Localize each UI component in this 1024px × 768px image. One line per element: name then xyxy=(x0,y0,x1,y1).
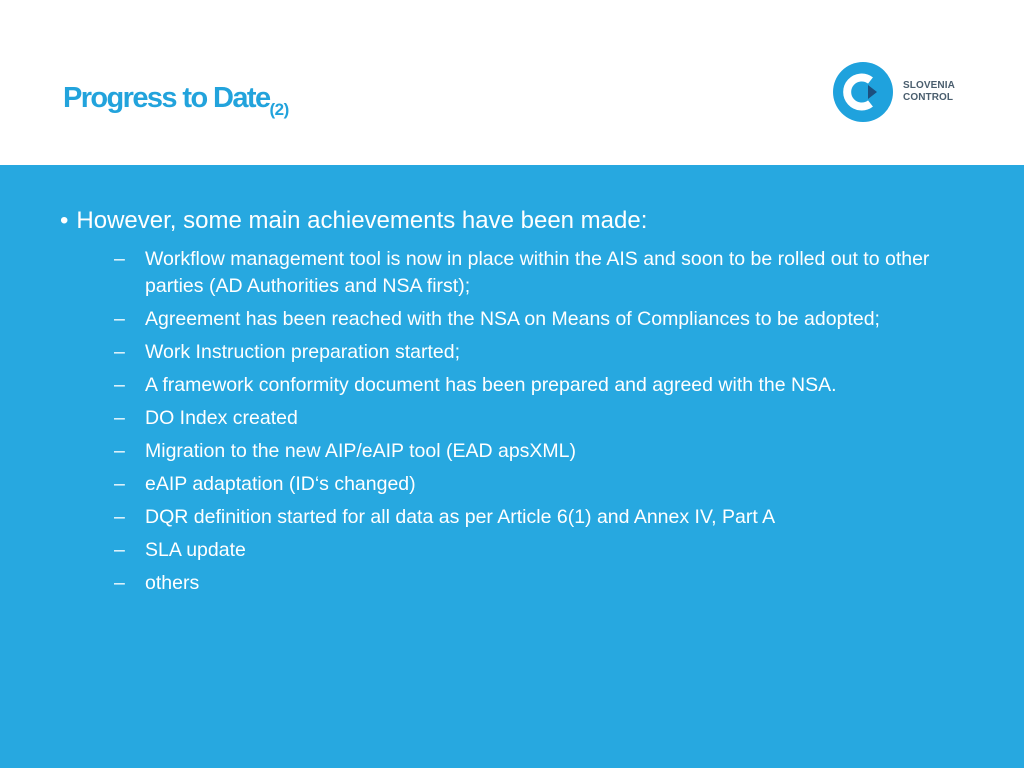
list-item-text: DQR definition started for all data as per Article 6(1) and Annex IV, Part A xyxy=(145,506,776,528)
slide-header xyxy=(0,0,1024,165)
dash-marker: – xyxy=(114,506,125,528)
list-item xyxy=(114,372,954,399)
dash-marker: – xyxy=(114,572,125,594)
list-item-text: Migration to the new AIP/eAIP tool (EAD apsXML) xyxy=(145,440,577,462)
list-item-text: A framework conformity document has been prepared and agreed with the NSA. xyxy=(145,374,837,396)
list-item xyxy=(114,306,954,333)
slide-title xyxy=(63,78,289,122)
list-item xyxy=(114,570,954,597)
dash-marker: – xyxy=(114,407,125,429)
slovenia-control-logo-icon xyxy=(832,60,896,124)
list-item-text: others xyxy=(145,572,200,594)
main-bullet-text: However, some main achievements have been made: xyxy=(76,207,648,234)
logo-text-line1: SLOVENIA xyxy=(903,80,955,91)
list-item xyxy=(114,537,954,564)
list-item xyxy=(114,471,954,498)
dash-marker: – xyxy=(114,308,125,330)
list-item xyxy=(114,504,954,531)
list-item-text: Agreement has been reached with the NSA on Means of Compliances to be adopted; xyxy=(145,308,880,330)
dash-marker: – xyxy=(114,248,125,270)
list-item-text: eAIP adaptation (ID‘s changed) xyxy=(145,473,416,495)
slide-title-subscript: (2) xyxy=(269,100,289,119)
slide-title-main: Progress to Date xyxy=(63,82,270,114)
list-item xyxy=(114,438,954,465)
logo-text-line2: CONTROL xyxy=(903,92,954,103)
dash-marker: – xyxy=(114,374,125,396)
list-item-text: SLA update xyxy=(145,539,246,561)
main-bullet xyxy=(60,207,647,235)
slide-content xyxy=(0,165,1024,768)
list-item-text: Workflow management tool is now in place within the AIS and soon to be rolled out to other parties (AD Authorities and NSA first); xyxy=(145,248,930,297)
list-item-text: Work Instruction preparation started; xyxy=(145,341,461,363)
dash-marker: – xyxy=(114,539,125,561)
dash-marker: – xyxy=(114,473,125,495)
dash-marker: – xyxy=(114,440,125,462)
dash-marker: – xyxy=(114,341,125,363)
list-item xyxy=(114,339,954,366)
logo-text xyxy=(903,80,955,104)
achievements-list xyxy=(114,246,954,603)
list-item xyxy=(114,246,954,300)
slovenia-control-logo xyxy=(832,60,962,124)
bullet-dot: • xyxy=(60,207,69,234)
list-item xyxy=(114,405,954,432)
list-item-text: DO Index created xyxy=(145,407,298,429)
